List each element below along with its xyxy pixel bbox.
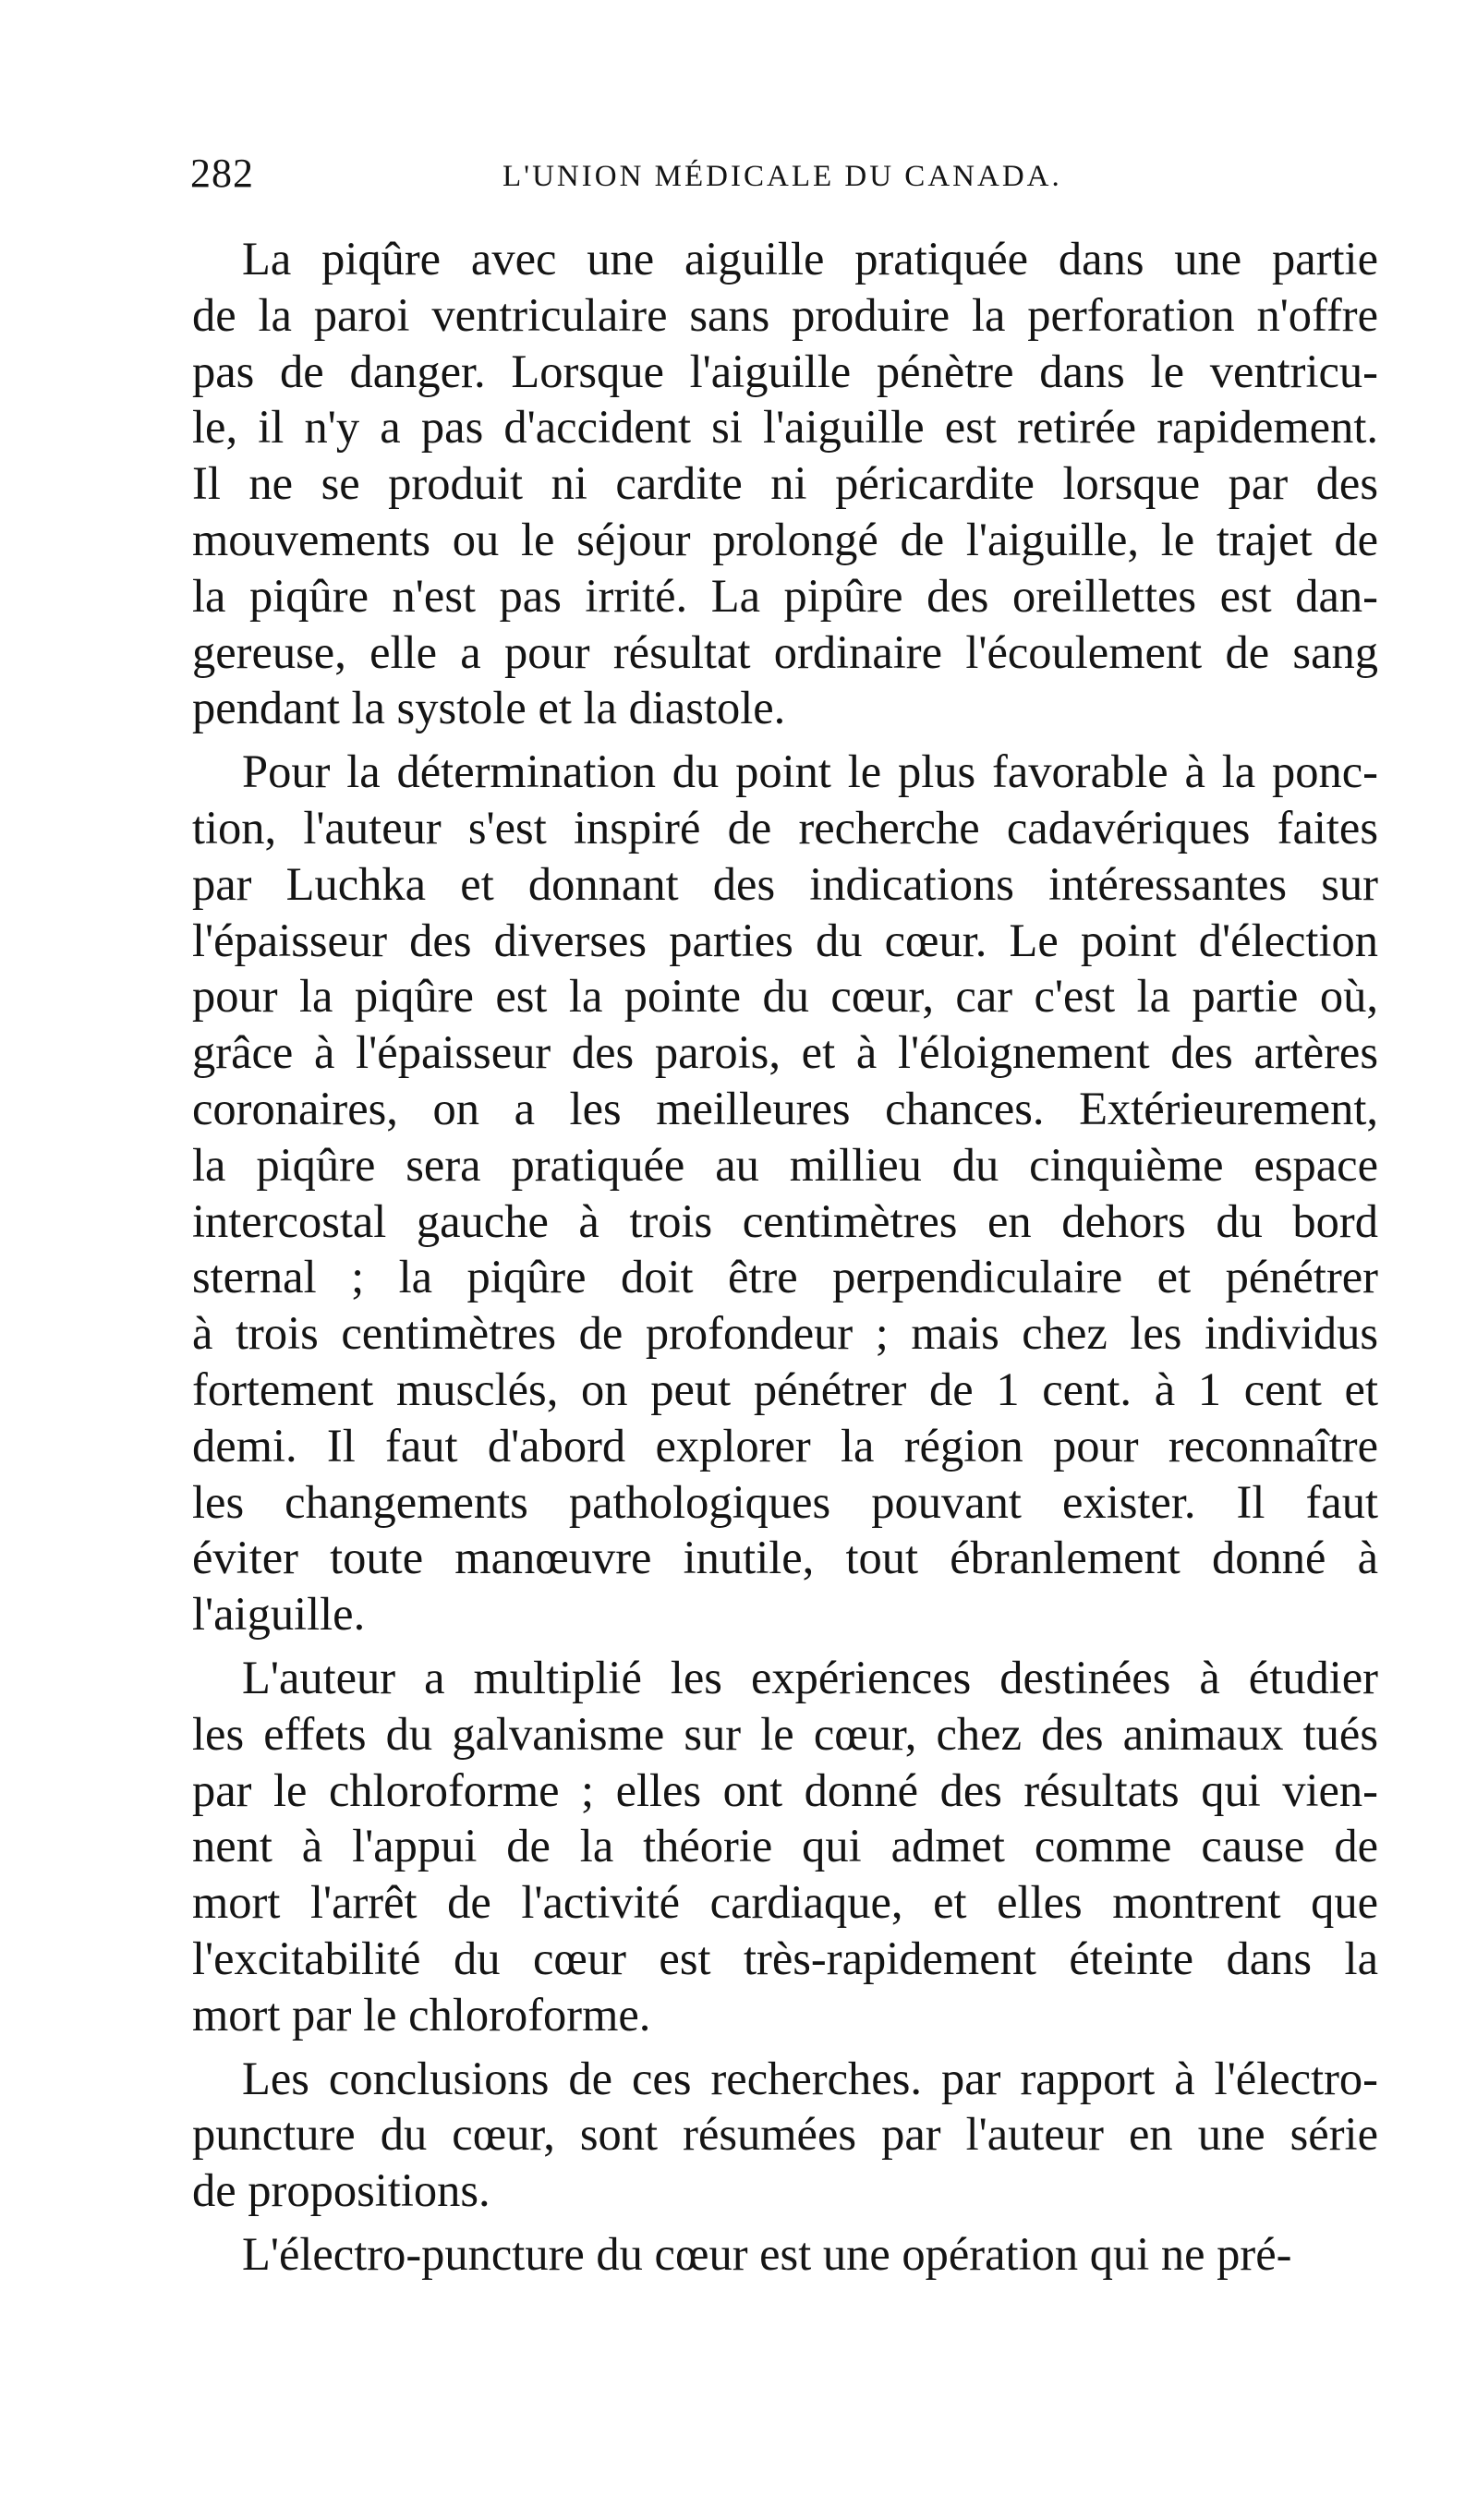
page-number: 282	[190, 151, 254, 196]
text-line: la piqûre n'est pas irrité. La pipûre des oreillettes est dan-	[192, 569, 1378, 622]
text-line: fortement musclés, on peut pénétrer de 1 cent. à 1 cent et	[192, 1363, 1378, 1415]
text-line: à trois centimètres de profondeur ; mais chez les individus	[192, 1307, 1378, 1360]
text-line: l'excitabilité du cœur est très-rapidement éteinte dans la	[192, 1932, 1378, 1984]
text-line: La piqûre avec une aiguille pratiquée dans une partie	[242, 233, 1378, 285]
body-text	[192, 231, 1378, 2283]
text-line: L'électro-puncture du cœur est une opération qui ne pré-	[242, 2227, 1292, 2280]
text-line: gereuse, elle a pour résultat ordinaire l'écoulement de sang	[192, 625, 1378, 678]
text-line: mort l'arrêt de l'activité cardiaque, et elles montrent que	[192, 1876, 1378, 1929]
text-line: l'épaisseur des diverses parties du cœur. Le point d'élection	[192, 914, 1378, 966]
text-line: grâce à l'épaisseur des parois, et à l'éloignement des artères	[192, 1026, 1378, 1079]
paragraph	[192, 2226, 1378, 2283]
text-line: nent à l'appui de la théorie qui admet comme cause de	[192, 1820, 1378, 1872]
paragraph	[192, 1650, 1378, 2043]
text-line: de la paroi ventriculaire sans produire la perforation n'offre	[192, 288, 1378, 341]
text-line: les changements pathologiques pouvant exister. Il faut	[192, 1475, 1378, 1528]
running-head	[190, 148, 1120, 200]
text-line: mort par le chloroforme.	[192, 1988, 651, 2041]
text-line: la piqûre sera pratiquée au millieu du cinquième espace	[192, 1138, 1378, 1191]
text-line: Les conclusions de ces recherches. par rapport à l'électro-	[242, 2052, 1378, 2104]
text-line: intercostal gauche à trois centimètres en dehors du bord	[192, 1194, 1378, 1247]
paragraph	[192, 744, 1378, 1642]
paragraph	[192, 231, 1378, 736]
text-line: pas de danger. Lorsque l'aiguille pénètre dans le ventricu-	[192, 345, 1378, 397]
text-line: Pour la détermination du point le plus favorable à la ponc-	[242, 745, 1378, 798]
text-line: le, il n'y a pas d'accident si l'aiguille est retirée rapidement.	[192, 401, 1378, 454]
text-line: de propositions.	[192, 2164, 490, 2217]
text-line: par le chloroforme ; elles ont donné des résultats qui vien-	[192, 1763, 1378, 1816]
text-line: coronaires, on a les meilleures chances. Extérieurement,	[192, 1082, 1378, 1134]
journal-title: L'UNION MÉDICALE DU CANADA.	[502, 160, 1062, 193]
text-line: puncture du cœur, sont résumées par l'auteur en une série	[192, 2108, 1378, 2161]
text-line: demi. Il faut d'abord explorer la région pour reconnaître	[192, 1419, 1378, 1472]
paragraph	[192, 2051, 1378, 2219]
text-line: Il ne se produit ni cardite ni péricardite lorsque par des	[192, 457, 1378, 510]
text-line: pendant la systole et la diastole.	[192, 682, 786, 734]
text-line: sternal ; la piqûre doit être perpendiculaire et pénétrer	[192, 1251, 1378, 1303]
text-line: mouvements ou le séjour prolongé de l'aiguille, le trajet de	[192, 513, 1378, 565]
text-line: par Luchka et donnant des indications intéressantes sur	[192, 857, 1378, 910]
text-line: les effets du galvanisme sur le cœur, chez des animaux tués	[192, 1707, 1378, 1760]
text-line: l'aiguille.	[192, 1588, 366, 1641]
text-line: tion, l'auteur s'est inspiré de recherche cadavériques faites	[192, 801, 1378, 854]
text-line: pour la piqûre est la pointe du cœur, car c'est la partie où,	[192, 970, 1378, 1023]
text-line: L'auteur a multiplié les expériences destinées à étudier	[242, 1651, 1378, 1703]
text-line: éviter toute manœuvre inutile, tout ébranlement donné à	[192, 1532, 1378, 1584]
